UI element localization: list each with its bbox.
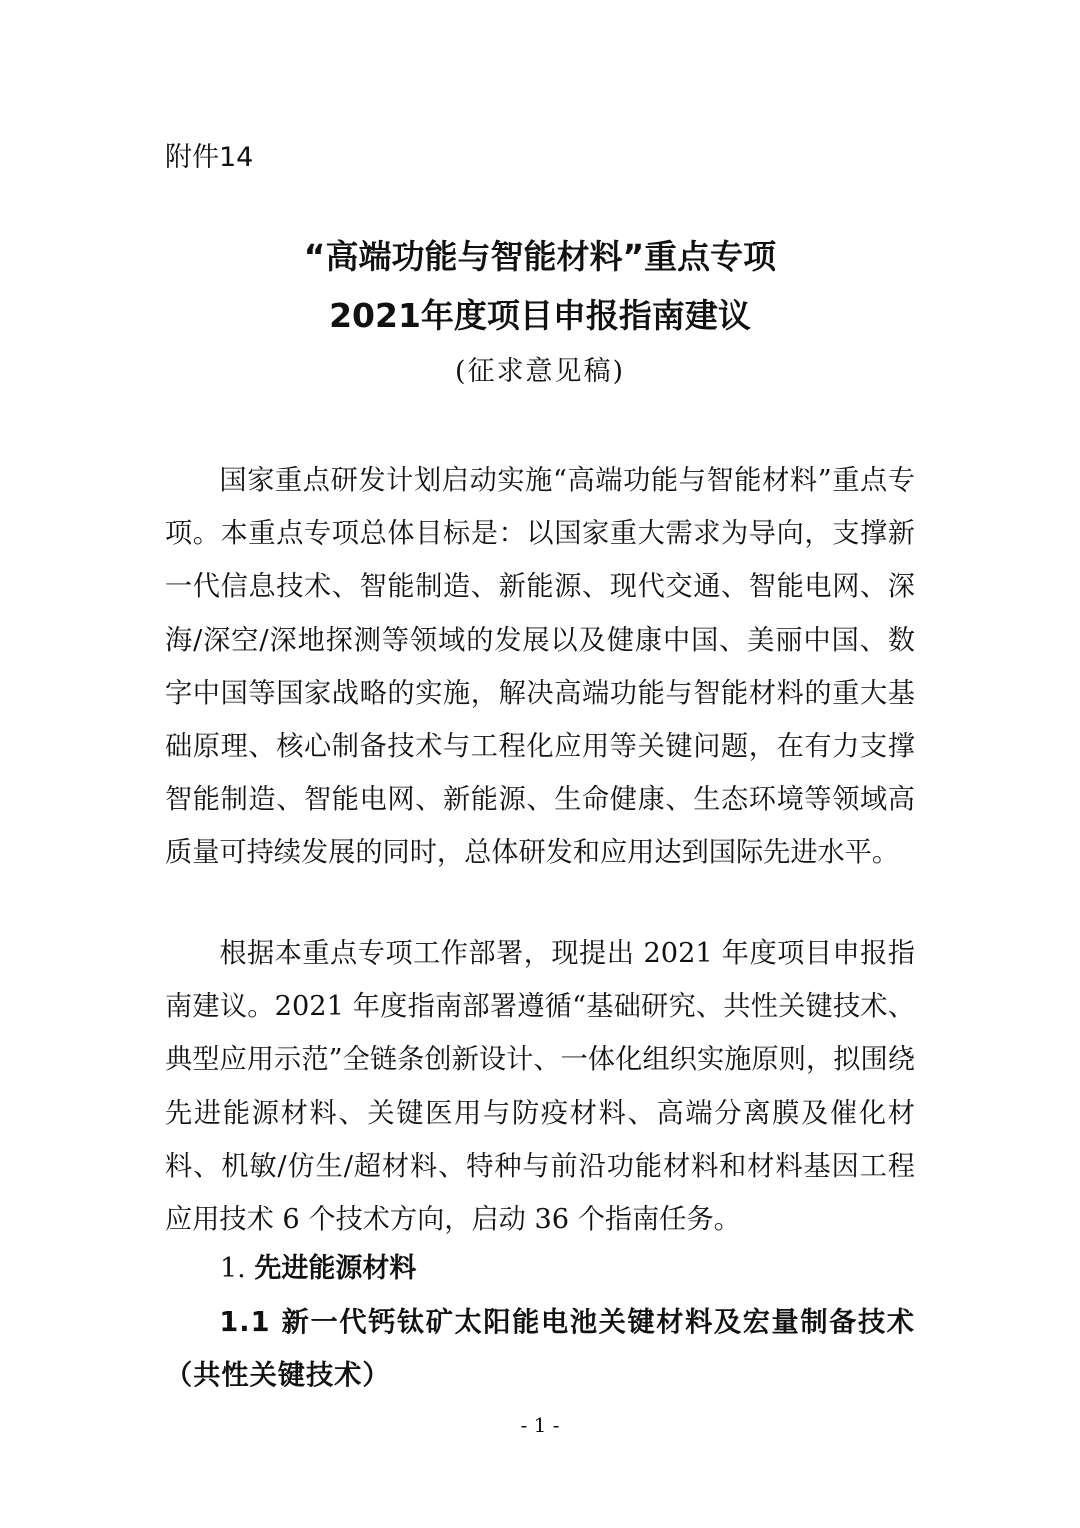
section-number: 1. (220, 1253, 246, 1284)
document-title-line1: “高端功能与智能材料”重点专项 (303, 237, 777, 276)
document-subtitle: (征求意见稿) (454, 356, 626, 387)
page-number: - 1 - (520, 1413, 560, 1437)
section-title: 先进能源材料 (254, 1253, 417, 1284)
section-heading-1 (220, 1242, 416, 1295)
deployment-paragraph: 根据本重点专项工作部署，现提出 2021 年度项目申报指南建议。2021 年度指南部署遵循“基础研究、共性关键技术、典型应用示范”全链条创新设计、一体化组织实施原则，拟围绕先进能源材料、关键医用与防疫材料、高端分离膜及催化材料、机敏/仿生/超材料、特种与前沿功能材料和材料基因工程应用技术 6 个技术方向，启动 36 个指南任务。 (165, 938, 915, 1236)
attachment-label: 附件14 (165, 142, 254, 173)
document-title-line2: 2021年度项目申报指南建议 (329, 296, 751, 335)
subsection-heading-1-1: 1.1 新一代钙钛矿太阳能电池关键材料及宏量制备技术（共性关键技术） (165, 1307, 915, 1392)
intro-paragraph: 国家重点研发计划启动实施“高端功能与智能材料”重点专项。本重点专项总体目标是：以国家重大需求为导向，支撑新一代信息技术、智能制造、新能源、现代交通、智能电网、深海/深空/深地探测等领域的发展以及健康中国、美丽中国、数字中国等国家战略的实施，解决高端功能与智能材料的重大基础原理、核心制备技术与工程化应用等关键问题，在有力支撑智能制造、智能电网、新能源、生命健康、生态环境等领域高质量可持续发展的同时，总体研发和应用达到国际先进水平。 (165, 465, 915, 869)
